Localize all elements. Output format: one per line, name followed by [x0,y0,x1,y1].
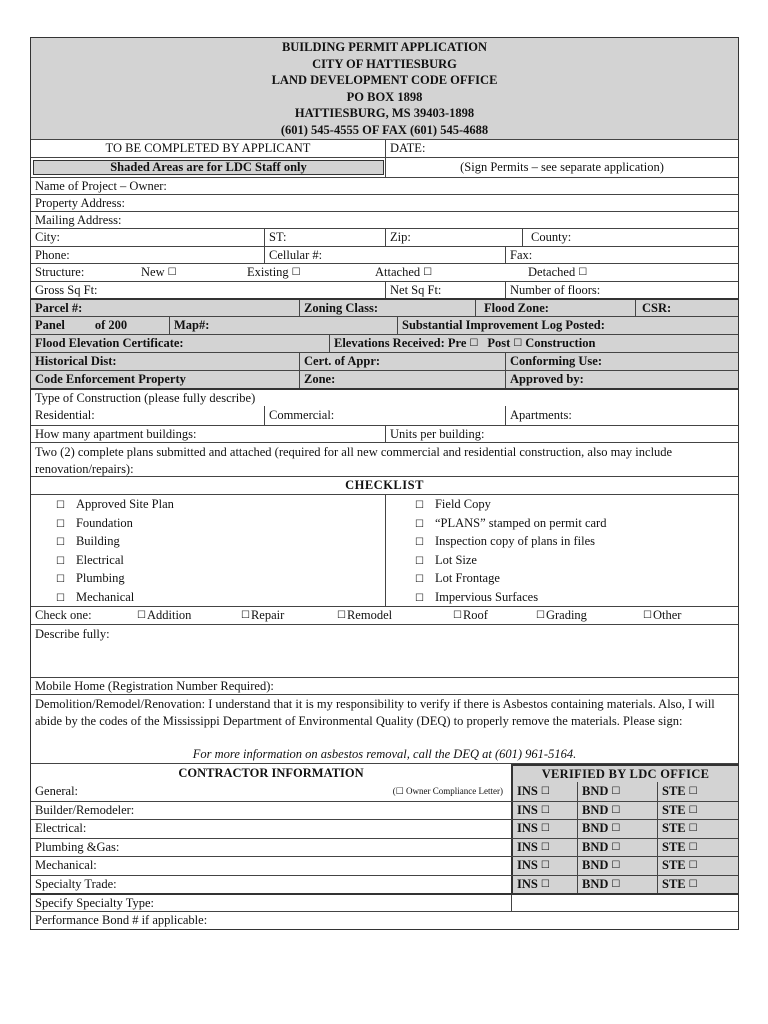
check-one-checkbox[interactable]: ☐ [241,610,250,621]
sign-permits-note: (Sign Permits – see separate application) [385,158,738,177]
check-one-option-label: Roof [462,608,488,622]
check-one-option[interactable] [137,607,237,624]
checklist-checkbox[interactable]: ☐ [415,574,424,585]
verify-ste-cell[interactable] [657,782,738,801]
verify-bnd-checkbox[interactable]: ☐ [611,785,621,797]
checklist-checkbox[interactable]: ☐ [56,518,65,530]
check-one-checkbox[interactable]: ☐ [453,610,462,621]
contractor-row [31,782,738,801]
checklist-item-label: Lot Size [434,552,477,567]
construction-type-label: Type of Construction (please fully describe) [35,390,256,405]
attached-label: Attached [375,265,421,279]
contractor-field-label: Specialty Trade: [35,876,117,891]
check-one-option-label: Addition [146,608,192,622]
verify-ste-label: STE [662,858,686,873]
zone-field[interactable]: Zone: [299,371,505,388]
new-label: New [141,265,165,279]
checklist-checkbox[interactable]: ☐ [56,555,65,567]
office-name: LAND DEVELOPMENT CODE OFFICE [271,73,498,87]
checklist-item[interactable] [53,571,125,586]
verify-ins-checkbox[interactable]: ☐ [540,878,550,890]
verify-ins-label: INS [517,802,538,817]
checklist-item[interactable] [412,553,477,568]
existing-checkbox[interactable]: ☐ [291,267,301,278]
checklist-item-label: Approved Site Plan [75,497,174,511]
check-one-checkbox[interactable]: ☐ [337,610,346,621]
checklist-item[interactable] [412,590,538,605]
verify-ste-cell[interactable] [657,820,738,838]
historical-district-field[interactable]: Historical Dist: [35,354,117,368]
check-one-checkbox[interactable]: ☐ [643,610,652,621]
verify-bnd-checkbox[interactable]: ☐ [611,823,621,835]
checklist-item-label: Electrical [75,552,124,567]
contractor-rows [31,782,738,893]
check-one-option-label: Repair [250,608,285,622]
verify-bnd-cell[interactable] [577,839,657,857]
verify-ins-checkbox[interactable]: ☐ [540,823,550,835]
contractor-row [31,856,738,875]
checklist-item[interactable] [412,534,595,549]
checklist-item[interactable] [53,590,134,605]
verify-ins-label: INS [517,839,538,854]
elevations-received-label: Elevations Received: [334,336,445,350]
describe-fully-field[interactable]: Describe fully: [35,627,110,641]
checklist-item-label: Foundation [75,515,133,530]
verify-ins-cell[interactable] [511,802,577,820]
verify-ins-checkbox[interactable]: ☐ [540,860,550,872]
county-field[interactable]: County: [522,229,738,246]
apartment-buildings-field[interactable]: How many apartment buildings: [35,426,197,441]
check-one-option[interactable] [337,607,437,624]
verify-ins-checkbox[interactable]: ☐ [540,804,550,816]
city-name: CITY OF HATTIESBURG [312,56,457,71]
verify-bnd-checkbox[interactable]: ☐ [611,860,621,872]
checklist-item[interactable] [53,534,120,549]
verify-ste-cell[interactable] [657,839,738,857]
checklist [31,494,738,606]
existing-label: Existing [247,265,289,279]
phone-fax: (601) 545-4555 OF FAX (601) 545-4688 [280,122,489,137]
residential-field[interactable]: Residential: [35,408,95,422]
verify-bnd-label: BND [582,802,609,817]
checklist-item-label: Lot Frontage [434,571,500,585]
zip-field[interactable]: Zip: [385,229,522,246]
verify-ins-cell[interactable] [511,857,577,875]
checklist-title: CHECKLIST [345,478,424,492]
code-enforcement-field[interactable]: Code Enforcement Property [35,372,186,386]
construction-label: Construction [525,336,596,350]
checklist-checkbox[interactable]: ☐ [415,500,424,511]
verify-ste-checkbox[interactable]: ☐ [688,785,698,797]
verify-ins-label: INS [517,858,538,873]
verify-bnd-label: BND [582,858,609,873]
apartments-field[interactable]: Apartments: [505,406,738,425]
verify-ins-cell[interactable] [511,820,577,838]
substantial-improvement-field[interactable]: Substantial Improvement Log Posted: [397,317,738,334]
pre-label: Pre [447,336,467,350]
pre-checkbox[interactable]: ☐ [469,338,479,349]
verify-bnd-label: BND [582,839,609,854]
verify-ste-cell[interactable] [657,802,738,820]
verified-title: VERIFIED BY LDC OFFICE [511,764,738,782]
verify-ste-label: STE [662,802,686,817]
verify-bnd-label: BND [582,876,609,891]
contractor-field[interactable] [31,782,511,801]
check-one-label: Check one: [35,608,92,622]
checklist-item-label: Field Copy [434,497,491,511]
verify-ins-label: INS [517,876,538,891]
verify-bnd-label: BND [582,821,609,836]
flood-zone-field[interactable]: Flood Zone: [475,300,635,316]
verify-ins-checkbox[interactable]: ☐ [540,841,550,853]
check-one-option-label: Other [652,608,682,622]
checklist-item[interactable] [412,516,606,531]
flood-elevation-cert-field[interactable]: Flood Elevation Certificate: [35,336,184,350]
floors-field[interactable]: Number of floors: [505,282,738,298]
check-one-row [31,606,738,624]
checklist-checkbox[interactable]: ☐ [415,555,424,567]
city-state-zip: HATTIESBURG, MS 39403-1898 [294,106,475,120]
verify-ste-checkbox[interactable]: ☐ [688,860,698,872]
specialty-type-field[interactable]: Specify Specialty Type: [35,895,155,910]
verify-bnd-checkbox[interactable]: ☐ [611,804,621,816]
detached-label: Detached [528,265,576,279]
verify-ste-cell[interactable] [657,876,738,894]
checklist-checkbox[interactable]: ☐ [56,500,65,511]
verify-ins-label: INS [517,783,538,798]
verify-bnd-cell[interactable] [577,857,657,875]
contractor-row [31,875,738,894]
city-field[interactable]: City: [35,230,61,244]
structure-detached-option[interactable] [524,264,634,281]
contractor-field[interactable] [31,820,511,838]
checklist-checkbox[interactable]: ☐ [56,592,65,604]
contractor-field-label: Electrical: [35,821,87,836]
checklist-item-label: Plumbing [75,571,125,585]
form-header [31,38,738,139]
structure-attached-option[interactable] [371,264,481,281]
commercial-field[interactable]: Commercial: [264,406,505,425]
verify-ins-label: INS [517,821,538,836]
checklist-checkbox[interactable]: ☐ [56,574,65,585]
checklist-item[interactable] [412,571,500,586]
contractor-field[interactable] [31,857,511,875]
verify-ins-cell[interactable] [511,876,577,894]
approved-by-field[interactable]: Approved by: [505,371,738,388]
demolition-statement: Demolition/Remodel/Renovation: I understand that it is my responsibility to verify if there is Asbestos containing materials. Also, I will abide by the codes of the Mississippi Department of Environmental Quality (DEQ) to properly remove the materials. Please sign: [35,697,715,728]
specialty-type-blank[interactable] [511,895,738,911]
contractor-field-label: Mechanical: [35,858,97,873]
checklist-item-label: Impervious Surfaces [434,589,539,604]
checklist-checkbox[interactable]: ☐ [415,518,424,530]
verify-ste-checkbox[interactable]: ☐ [688,823,698,835]
contractor-row [31,801,738,820]
panel-of-200: of 200 [94,318,128,332]
verify-bnd-cell[interactable] [577,820,657,838]
panel-field[interactable] [31,317,169,334]
net-sqft-field[interactable]: Net Sq Ft: [385,282,505,298]
fax-field[interactable]: Fax: [505,247,738,263]
verify-ste-checkbox[interactable]: ☐ [688,804,698,816]
contractor-field-label: Builder/Remodeler: [35,802,135,817]
project-owner-field[interactable]: Name of Project – Owner: [35,178,167,193]
performance-bond-field[interactable]: Performance Bond # if applicable: [35,913,208,927]
check-one-option[interactable] [536,607,636,624]
check-one-option[interactable] [643,607,743,624]
contractor-field[interactable] [31,839,511,857]
post-checkbox[interactable]: ☐ [513,338,523,349]
cellular-field[interactable]: Cellular #: [264,247,505,263]
csr-field[interactable]: CSR: [635,300,738,316]
contractor-row [31,838,738,857]
checklist-checkbox[interactable]: ☐ [415,592,424,604]
panel-label: Panel [35,318,65,332]
verify-ste-label: STE [662,821,686,836]
check-one-checkbox[interactable]: ☐ [536,610,545,621]
applicant-heading: TO BE COMPLETED BY APPLICANT [105,141,311,155]
contractor-field[interactable] [31,876,511,894]
attached-checkbox[interactable]: ☐ [423,267,433,278]
structure-new-option[interactable] [137,264,207,281]
zoning-class-field[interactable]: Zoning Class: [299,300,475,316]
structure-row [31,263,738,281]
deq-info: For more information on asbestos removal, call the DEQ at (601) 961-5164. [192,747,577,761]
parcel-field[interactable]: Parcel #: [35,300,83,315]
check-one-checkbox[interactable]: ☐ [137,610,146,621]
verify-ste-checkbox[interactable]: ☐ [688,878,698,890]
map-field[interactable]: Map#: [169,317,397,334]
structure-label: Structure: [35,265,85,279]
checklist-item[interactable] [412,497,491,512]
units-per-building-field[interactable]: Units per building: [385,426,738,442]
check-one-option-label: Remodel [346,608,393,622]
contractor-header-row [31,763,738,782]
conforming-use-field[interactable]: Conforming Use: [505,353,738,370]
verify-ins-checkbox[interactable]: ☐ [540,785,550,797]
gross-sqft-field[interactable]: Gross Sq Ft: [35,282,98,297]
verify-ste-label: STE [662,839,686,854]
post-label: Post [487,336,511,350]
verify-bnd-label: BND [582,783,609,798]
building-permit-form [30,37,739,930]
verify-ins-cell[interactable] [511,782,577,801]
detached-checkbox[interactable]: ☐ [578,267,588,278]
mobile-home-field[interactable]: Mobile Home (Registration Number Required): [35,678,274,693]
checklist-left [31,495,385,607]
mailing-address-field[interactable]: Mailing Address: [35,212,122,227]
checklist-checkbox[interactable]: ☐ [415,537,424,548]
form-title: BUILDING PERMIT APPLICATION [281,40,488,54]
checklist-item[interactable] [53,497,174,512]
checklist-item-label: Inspection copy of plans in files [434,534,596,548]
structure-existing-option[interactable] [243,264,353,281]
checklist-item[interactable] [53,516,133,531]
contractor-field-label: Plumbing &Gas: [35,839,120,854]
date-field[interactable]: DATE: [385,140,738,157]
contractor-field-label: General: [35,783,79,798]
cert-of-appr-field[interactable]: Cert. of Appr: [299,353,505,370]
verify-bnd-cell[interactable] [577,802,657,820]
check-one-option[interactable] [241,607,341,624]
verify-ste-label: STE [662,783,686,798]
checklist-checkbox[interactable]: ☐ [56,537,65,548]
elevations-received-field[interactable] [329,335,738,352]
property-address-field[interactable]: Property Address: [35,195,125,210]
verify-bnd-cell[interactable] [577,876,657,894]
verify-bnd-checkbox[interactable]: ☐ [611,878,621,890]
checklist-item-label: “PLANS” stamped on permit card [434,515,607,530]
po-box: PO BOX 1898 [346,89,423,104]
checklist-item[interactable] [53,553,124,568]
verify-ste-label: STE [662,876,686,891]
contractor-title: CONTRACTOR INFORMATION [178,765,364,780]
checklist-item-label: Building [75,534,120,548]
verify-ste-cell[interactable] [657,857,738,875]
check-one-option-label: Grading [545,608,587,622]
phone-field[interactable]: Phone: [35,247,70,262]
checklist-right [385,495,738,607]
new-checkbox[interactable]: ☐ [167,267,177,278]
verify-ste-checkbox[interactable]: ☐ [688,841,698,853]
state-field[interactable]: ST: [264,229,385,246]
verify-bnd-cell[interactable] [577,782,657,801]
verify-bnd-checkbox[interactable]: ☐ [611,841,621,853]
plans-note: Two (2) complete plans submitted and attached (required for all new commercial and residential construction, also may include renovation/repairs): [35,445,673,476]
contractor-field[interactable] [31,802,511,820]
owner-compliance-letter[interactable]: (☐ Owner Compliance Letter) [392,785,503,796]
checklist-item-label: Mechanical [75,589,135,604]
verify-ins-cell[interactable] [511,839,577,857]
shaded-areas-note: Shaded Areas are for LDC Staff only [33,160,384,175]
contractor-row [31,819,738,838]
